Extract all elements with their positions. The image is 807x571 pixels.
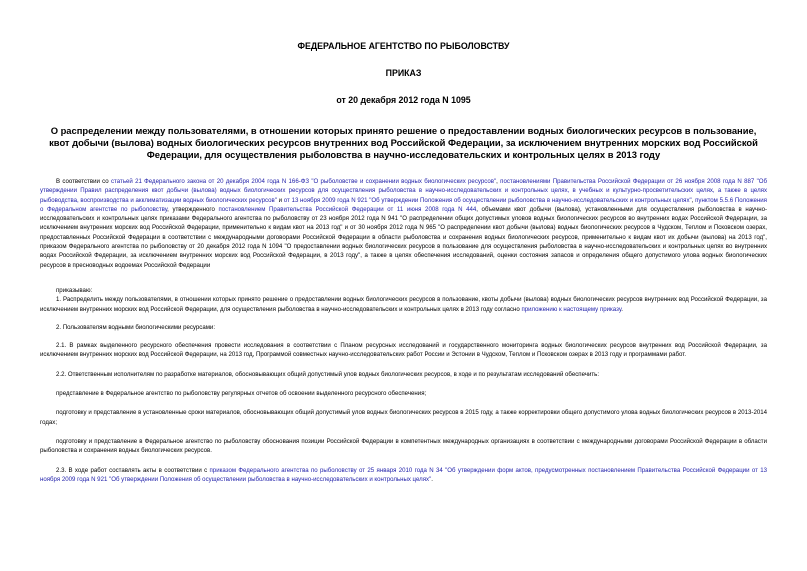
- preamble-text: , объемами квот добычи (вылова), установленными для осуществления рыболовства в научно-исследовательских и контрольных целях приказами Федерального агентства по рыболовству от 23 ноября 2012 года N 941 "О распределении общих допустимых уловов водных биологических ресурсов во внутренних водах Российской Федерации, за исключением внутренних морских вод Российской Федерации, применительно к видам квот на 2013 год" и от 30 ноября 2012 года N 965 "О распределении квот добычи (вылова) водных биологических ресурсов в Чудском, Теплом и Псковском озерах, предоставленных Российской Федерации в соответствии с международными договорами Российской Федерации в области рыболовства и сохранения водных биологических ресурсов, применительно к видам квот их добычи (вылова) на 2013 год", приказом Федерального агентства по рыболовству от 20 декабря 2012 года N 1094 "О предоставлении водных биологических ресурсов в пользование для осуществления рыболовства в научно-исследовательских и контрольных целях во внутренних водах Российской Федерации, за исключением внутренних морских вод Российской Федерации, в 2013 году", а также в целях обеспечения исследований, оценки состояния запасов и определения общего допустимого улова водных биологических ресурсов в пресноводных водоемах Российской Федерации: [40, 205, 768, 269]
- preamble-paragraph: [40, 177, 767, 270]
- regulation-point-5-5-6-link[interactable]: пунктом 5.5.6 Положения о Федеральном агентстве по рыболовству: [40, 196, 767, 213]
- preamble-text: и: [276, 196, 284, 204]
- item-1-text: 1. Распределить между пользователями, в отношении которых принято решение о предоставлении водных биологических ресурсов в пользование, квоты добычи (вылова) водных биологических ресурсов внутренних вод Российской Федерации, за исключением внутренних морских вод Российской Федерации, для осуществления рыболовства в научно-исследовательских и контрольных целях в 2013 году согласно: [40, 296, 767, 313]
- preamble-text: В соответствии со: [56, 178, 111, 185]
- government-decree-921-link[interactable]: от 13 ноября 2009 года N 921 "Об утверждении Положения об осуществлении рыболовства в научно-исследовательских и контрольных целях": [283, 196, 692, 204]
- order-34-link[interactable]: приказом Федерального агентства по рыболовству от 25 января 2010 года N 34 "Об утверждении форм актов, предусмотренных постановлением Правительства Российской Федерации от 13 ноября 2009 года N 921 "Об утверждении Положения об осуществлении рыболовства в научно-исследовательских и контрольных целях": [40, 466, 768, 483]
- law-article-21-link[interactable]: статьей 21 Федерального закона от 20 декабря 2004 года N 166-ФЗ "О рыболовстве и сохранении водных биологических ресурсов": [111, 178, 497, 185]
- item-2-3-paragraph: [40, 466, 767, 485]
- appendix-link[interactable]: приложению к настоящему приказу: [521, 305, 622, 313]
- document-title: О распределении между пользователями, в отношении которых принято решение о предоставлении водных биологических ресурсов в пользование, квот добычи (вылова) водных биологических ресурсов внутренних вод Российской Федерации, за исключением внутренних морских вод Российской Федерации, для осуществления рыболовства в научно-исследовательских и контрольных целях в 2013 году: [49, 125, 758, 160]
- agency-heading: ФЕДЕРАЛЬНОЕ АГЕНТСТВО ПО РЫБОЛОВСТВУ: [297, 41, 510, 51]
- item-2-3-text: 2.3. В ходе работ составлять акты в соответствии с: [56, 466, 210, 474]
- document-body: [40, 177, 767, 484]
- order-word: приказываю:: [56, 286, 93, 294]
- preamble-text: ,: [496, 178, 501, 185]
- preamble-text: , утвержденного: [167, 205, 219, 213]
- government-decree-887-link[interactable]: постановлениями Правительства Российской Федерации от 26 ноября 2008 года N 887 "Об утверждении Правил распределения квот добычи (вылова) водных биологических ресурсов для осуществления рыболовства в научно-исследовательских и контрольных целях, в учебных и культурно-просветительских целях, а также в целях рыбоводства, воспроизводства и акклиматизации водных биологических ресурсов": [40, 178, 767, 204]
- item-1-paragraph: [40, 295, 767, 314]
- order-heading: ПРИКАЗ: [385, 68, 422, 78]
- item-1-end: .: [621, 305, 623, 313]
- item-2-2-paragraph: 2.2. Ответственным исполнителям по разработке материалов, обосновывающих общий допустимый улов водных биологических ресурсов, в ходе и по результатам исследований обеспечить:: [56, 370, 600, 378]
- sub-item-position: подготовку и представление в Федеральное агентство по рыболовству обоснования позиции Российской Федерации в компетентных международных организациях в соответствии с международными договорами Российской Федерации в области рыболовства и сохранения водных биологических ресурсов.: [40, 437, 767, 455]
- preamble-text: ,: [691, 196, 696, 204]
- government-decree-444-link[interactable]: постановлением Правительства Российской Федерации от 11 июня 2008 года N 444: [218, 205, 477, 213]
- order-date: от 20 декабря 2012 года N 1095: [336, 95, 471, 105]
- sub-item-reports: представление в Федеральное агентство по рыболовству регулярных отчетов об освоении выделенного ресурсного обеспечения;: [56, 390, 427, 398]
- item-2-paragraph: 2. Пользователям водными биологическими ресурсами:: [56, 323, 216, 331]
- sub-item-materials: подготовку и представление в установленные сроки материалов, обосновывающих общий допустимый улов водных биологических ресурсов в 2015 году, а также корректировки общего допустимого улова водных биологических ресурсов в 2013-2014 годах;: [40, 409, 767, 426]
- item-2-1-paragraph: 2.1. В рамках выделенного ресурсного обеспечения провести исследования в соответствии с Планом ресурсных исследований и государственного мониторинга водных биологических ресурсов внутренних вод Российской Федерации, за исключением внутренних морских вод Российской Федерации, на 2013 год, Программой совместных научно-исследовательских работ России и Эстонии в Чудском, Теплом и Псковском озерах в 2013 году и программами работ.: [40, 342, 767, 359]
- item-2-3-end: .: [431, 475, 433, 483]
